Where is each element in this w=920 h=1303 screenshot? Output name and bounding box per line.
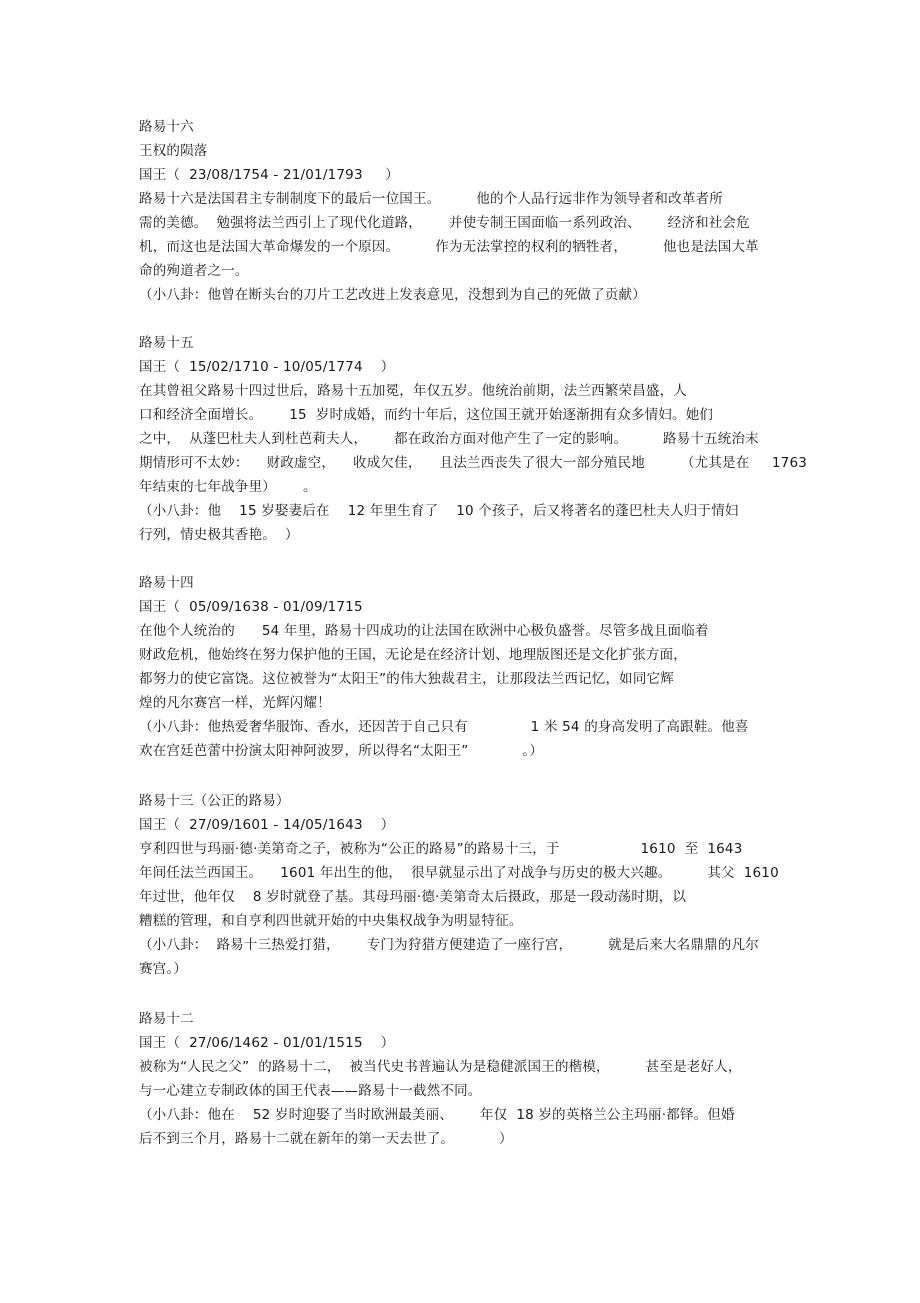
section-heading: 路易十三（公正的路易） — [139, 793, 290, 809]
section-subtitle: 王权的陨落 — [139, 143, 208, 159]
gossip-line: （小八卦：他热爱奢华服饰、香水，还因苦于自己只有 1 米 54 的身高发明了高跟鞋。他喜 — [139, 719, 749, 735]
body-line: 财政危机，他始终在努力保护他的王国，无论是在经济计划、地理版图还是文化扩张方面， — [139, 647, 687, 663]
body-line: 命的殉道者之一。 — [139, 263, 249, 279]
reign-dates: 国王（ 27/09/1601 - 14/05/1643 ） — [139, 817, 395, 833]
body-line: 在其曾祖父路易十四过世后，路易十五加冕，年仅五岁。他统治前期，法兰西繁荣昌盛，人 — [139, 383, 687, 399]
gossip-line: （小八卦：他在 52 岁时迎娶了当时欧洲最美丽、 年仅 18 岁的英格兰公主玛丽·都铎。但婚 — [139, 1107, 735, 1123]
body-line: 与一心建立专制政体的国王代表——路易十一截然不同。 — [139, 1083, 482, 1099]
body-line: 糟糕的管理，和自亨利四世就开始的中央集权战争为明显特征。 — [139, 913, 523, 929]
gossip-line: （小八卦：他曾在断头台的刀片工艺改进上发表意见，没想到为自己的死做了贡献） — [139, 287, 646, 303]
section-heading: 路易十六 — [139, 119, 194, 135]
body-line: 年过世，他年仅 8 岁时就登了基。其母玛丽·德·美第奇太后摄政，那是一段动荡时期，以 — [139, 889, 687, 905]
body-line: 年间任法兰西国王。 1601 年出生的他， 很早就显示出了对战争与历史的极大兴趣。 其父 1610 — [139, 865, 779, 881]
gossip-line: 后不到三个月，路易十二就在新年的第一天去世了。 ） — [139, 1131, 513, 1147]
section-heading: 路易十五 — [139, 335, 194, 351]
gossip-line: 赛宫。） — [139, 961, 188, 977]
body-line: 口和经济全面增长。 15 岁时成婚，而约十年后，这位国王就开始逐渐拥有众多情妇。她们 — [139, 407, 714, 423]
body-line: 机，而这也是法国大革命爆发的一个原因。 作为无法掌控的权利的牺牲者， 他也是法国大革 — [139, 239, 759, 255]
body-line: 被称为“人民之父” 的路易十二， 被当代史书普遍认为是稳健派国王的楷模， 甚至是老好人， — [139, 1059, 742, 1075]
body-line: 需的美德。 勉强将法兰西引上了现代化道路， 并使专制王国面临一系列政治、 经济和社会危 — [139, 215, 750, 231]
reign-dates: 国王（ 27/06/1462 - 01/01/1515 ） — [139, 1035, 395, 1051]
section-heading: 路易十四 — [139, 575, 194, 591]
body-line: 煌的凡尔赛宫一样，光辉闪耀！ — [139, 695, 331, 711]
reign-dates: 国王（ 15/02/1710 - 10/05/1774 ） — [139, 359, 395, 375]
body-line: 路易十六是法国君主专制制度下的最后一位国王。 他的个人品行远非作为领导者和改革者所 — [139, 191, 723, 207]
body-line: 年结束的七年战争里） 。 — [139, 479, 317, 495]
section-heading: 路易十二 — [139, 1011, 194, 1027]
gossip-line: （小八卦：他 15 岁娶妻后在 12 年里生育了 10 个孩子，后又将著名的蓬巴杜夫人归于情妇 — [139, 503, 739, 519]
body-line: 之中， 从蓬巴杜夫人到杜芭莉夫人， 都在政治方面对他产生了一定的影响。 路易十五统治末 — [139, 431, 759, 447]
reign-dates: 国王（ 05/09/1638 - 01/09/1715 — [139, 599, 363, 615]
body-line: 在他个人统治的 54 年里，路易十四成功的让法国在欧洲中心极负盛誉。尽管多战且面临着 — [139, 623, 709, 639]
gossip-line: 欢在宫廷芭蕾中扮演太阳神阿波罗，所以得名“太阳王” 。） — [139, 743, 544, 759]
body-line: 亨利四世与玛丽·德·美第奇之子，被称为“公正的路易”的路易十三，于 1610 至 1643 — [139, 841, 743, 857]
body-line: 期情形可不太妙： 财政虚空， 收成欠佳， 且法兰西丧失了很大一部分殖民地 （尤其是在 1763 — [139, 455, 808, 471]
reign-dates: 国王（ 23/08/1754 - 21/01/1793 ） — [139, 167, 399, 183]
gossip-line: （小八卦： 路易十三热爱打猎， 专门为狩猎方便建造了一座行宫， 就是后来大名鼎鼎的凡尔 — [139, 937, 759, 953]
body-line: 都努力的使它富饶。这位被誉为“太阳王”的伟大独裁君主，让那段法兰西记忆，如同它辉 — [139, 671, 674, 687]
gossip-line: 行列，情史极其香艳。 ） — [139, 527, 299, 543]
